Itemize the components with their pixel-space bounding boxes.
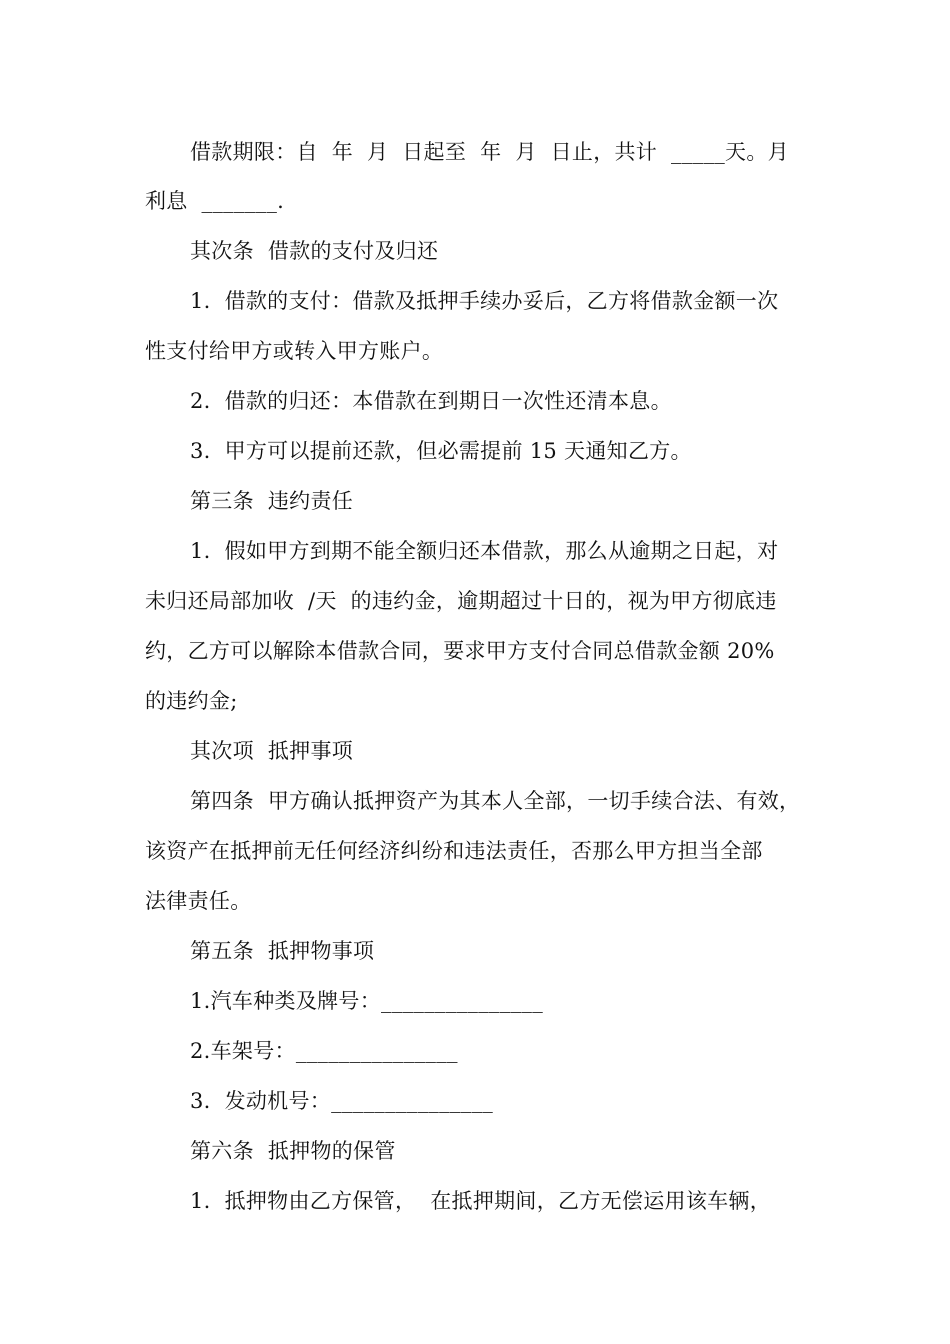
section-2-heading: 其次项 抵押事项 (190, 739, 354, 763)
engine-number-field: 3. 发动机号：_______________ (190, 1089, 494, 1113)
clause-6-1-line-1: 1. 抵押物由乙方保管， 在抵押期间，乙方无偿运用该车辆， (190, 1189, 772, 1213)
term-line: 借款期限：自 年 月 日起至 年 月 日止，共计 _____天。月 (190, 140, 789, 164)
clause-3-1-line-3: 约，乙方可以解除本借款合同，要求甲方支付合同总借款金额 20% (145, 639, 775, 663)
interest-line: 利息 _______. (145, 189, 285, 213)
clause-3-1-line-2: 未归还局部加收 /天 的违约金，逾期超过十日的，视为甲方彻底违 (145, 589, 777, 613)
article-3-heading: 第三条 违约责任 (190, 489, 354, 513)
article-5-heading: 第五条 抵押物事项 (190, 939, 375, 963)
clause-2-3: 3. 甲方可以提前还款，但必需提前 15 天通知乙方。 (190, 439, 692, 463)
clause-2-1-line-1: 1. 借款的支付：借款及抵押手续办妥后，乙方将借款金额一次 (190, 289, 779, 313)
article-4-line-1: 第四条 甲方确认抵押资产为其本人全部，一切手续合法、有效， (190, 789, 801, 813)
article-4-line-2: 该资产在抵押前无任何经济纠纷和违法责任，否那么甲方担当全部 (145, 839, 763, 863)
clause-2-1-line-2: 性支付给甲方或转入甲方账户。 (145, 339, 444, 363)
vehicle-type-field: 1.汽车种类及牌号：_______________ (190, 989, 544, 1013)
clause-3-1-line-4: 的违约金; (145, 689, 238, 713)
clause-2-2: 2. 借款的归还：本借款在到期日一次性还清本息。 (190, 389, 672, 413)
clause-3-1-line-1: 1. 假如甲方到期不能全额归还本借款，那么从逾期之日起，对 (190, 539, 779, 563)
article-4-line-3: 法律责任。 (145, 889, 252, 913)
chassis-number-field: 2.车架号：_______________ (190, 1039, 458, 1063)
article-6-heading: 第六条 抵押物的保管 (190, 1139, 396, 1163)
article-2-heading: 其次条 借款的支付及归还 (190, 239, 439, 263)
